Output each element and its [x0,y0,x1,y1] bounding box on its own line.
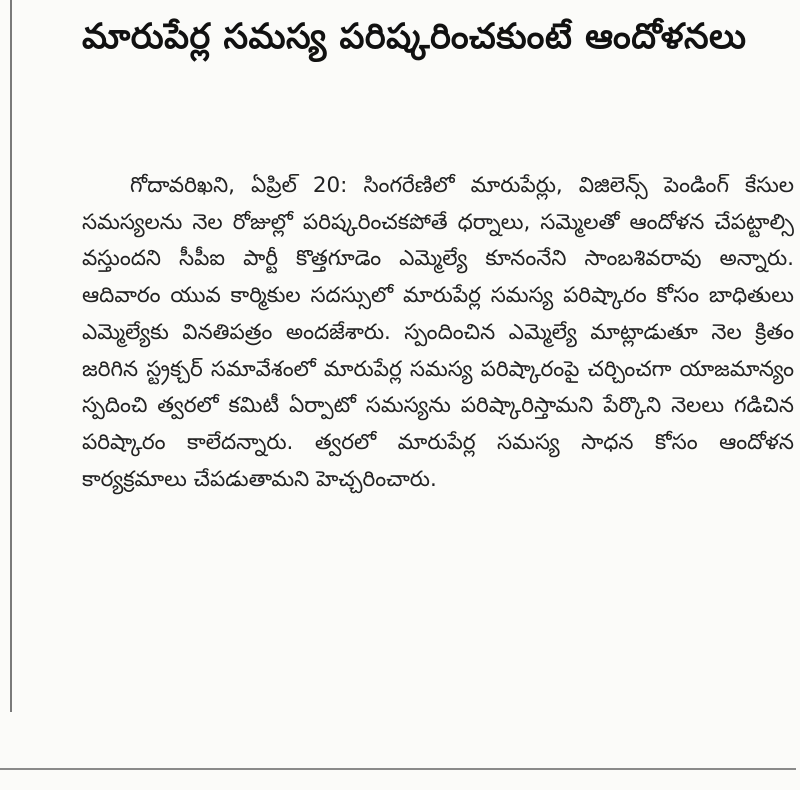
article-body-text: సింగరేణిలో మారుపేర్లు, విజిలెన్స్ పెండింగ్ కేసుల సమస్యలను నెల రోజుల్లో పరిష్కరించకపోతే ధర్నాలు, సమ్మెలతో ఆందోళన చేపట్టాల్సి వస్తుందని సీపీఐ పార్టీ కొత్తగూడెం ఎమ్మెల్యే కూనంనేని సాంబశివరావు అన్నారు. ఆదివారం యువ కార్మికుల సదస్సులో మారుపేర్ల సమస్య పరిష్కారం కోసం బాధితులు ఎమ్మెల్యేకు వినతిపత్రం అందజేశారు. స్పందించిన ఎమ్మెల్యే మాట్లాడుతూ నెల క్రితం జరిగిన స్ట్రక్చర్ సమావేశంలో మారుపేర్ల సమస్య పరిష్కారంపై చర్చించగా యాజమాన్యం స్పదించి త్వరలో కమిటీ ఏర్పాటో సమస్యను పరిష్కారిస్తామని పేర్కొని నెలలు గడిచిన పరిష్కారం కాలేదన్నారు. త్వరలో మారుపేర్ల సమస్య సాధన కోసం ఆందోళన కార్యక్రమాలు చేపడుతామని హెచ్చరించారు. [82,173,794,492]
article-body [82,168,794,498]
article-headline: మారుపేర్ల సమస్య పరిష్కరించకుంటే ఆందోళనలు [82,17,747,57]
column-divider-left [10,0,12,712]
column-divider-bottom [0,768,796,770]
article-dateline: గోదావరిఖని, ఏప్రిల్ 20: [130,173,348,198]
